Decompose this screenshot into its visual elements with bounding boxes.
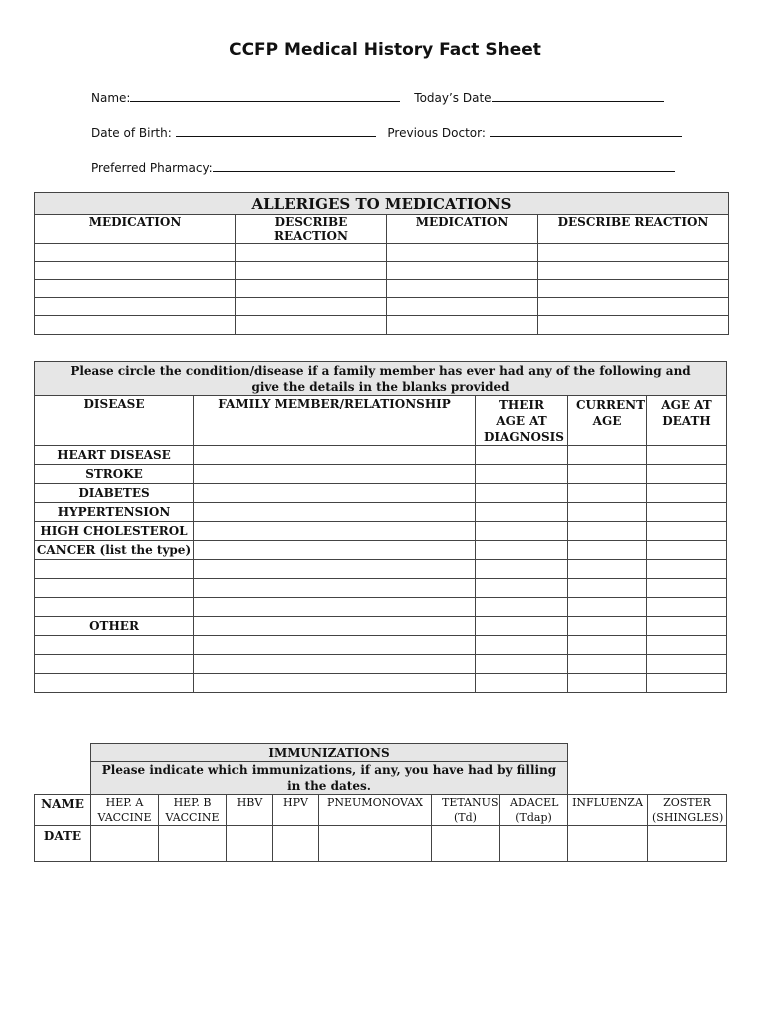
- immunizations-instruction: Please indicate which immunizations, if any, you have had by filling in the dates.: [91, 762, 568, 795]
- page-title: CCFP Medical History Fact Sheet: [229, 40, 541, 60]
- immunizations-title: IMMUNIZATIONS: [91, 744, 568, 762]
- row-label-name: NAME: [35, 795, 91, 826]
- family-history-cell[interactable]: [568, 579, 647, 598]
- allergies-title: ALLERIGES TO MEDICATIONS: [35, 193, 729, 215]
- disease-label: HYPERTENSION: [35, 503, 194, 522]
- family-history-cell[interactable]: [194, 446, 476, 465]
- vaccine-hpv: HPV: [273, 795, 319, 826]
- family-history-cell[interactable]: [476, 617, 568, 636]
- vaccine-zoster: ZOSTER (SHINGLES): [648, 795, 727, 826]
- disease-label: [35, 598, 194, 617]
- family-history-row: [35, 446, 727, 465]
- pharmacy-label: Preferred Pharmacy:: [91, 161, 213, 175]
- allergy-header-medication: MEDICATION: [387, 215, 538, 244]
- family-history-cell[interactable]: [647, 579, 727, 598]
- family-history-cell[interactable]: [194, 636, 476, 655]
- immunization-date-row: [35, 826, 727, 862]
- pharmacy-field-row: [91, 159, 675, 175]
- header-disease: DISEASE: [35, 396, 194, 446]
- family-history-cell[interactable]: [194, 465, 476, 484]
- family-history-cell[interactable]: [647, 560, 727, 579]
- allergy-row: [35, 298, 729, 316]
- vaccine-hep-b: HEP. B VACCINE: [159, 795, 227, 826]
- family-history-cell[interactable]: [194, 598, 476, 617]
- family-history-cell[interactable]: [647, 674, 727, 693]
- family-history-cell[interactable]: [194, 655, 476, 674]
- disease-label: HIGH CHOLESTEROL: [35, 522, 194, 541]
- allergy-row: [35, 244, 729, 262]
- family-history-cell[interactable]: [476, 484, 568, 503]
- family-history-cell[interactable]: [194, 674, 476, 693]
- family-history-cell[interactable]: [568, 598, 647, 617]
- disease-label: OTHER: [35, 617, 194, 636]
- allergy-row: [35, 262, 729, 280]
- disease-label: [35, 636, 194, 655]
- family-history-cell[interactable]: [476, 560, 568, 579]
- disease-label: [35, 560, 194, 579]
- disease-label: [35, 579, 194, 598]
- family-history-cell[interactable]: [568, 541, 647, 560]
- row-label-date: DATE: [35, 826, 91, 862]
- family-history-cell[interactable]: [568, 655, 647, 674]
- family-history-cell[interactable]: [647, 484, 727, 503]
- header-current-age: CURRENT AGE: [568, 396, 647, 446]
- vaccine-adacel: ADACEL (Tdap): [500, 795, 568, 826]
- family-history-cell[interactable]: [647, 636, 727, 655]
- family-history-cell[interactable]: [568, 446, 647, 465]
- vaccine-pneumonovax: PNEUMONOVAX: [319, 795, 432, 826]
- family-history-row: [35, 541, 727, 560]
- family-history-cell[interactable]: [194, 579, 476, 598]
- family-history-row: [35, 579, 727, 598]
- family-history-table: [34, 361, 727, 693]
- family-history-cell[interactable]: [476, 503, 568, 522]
- family-history-row: [35, 674, 727, 693]
- disease-label: DIABETES: [35, 484, 194, 503]
- name-blank[interactable]: [130, 89, 400, 102]
- family-history-cell[interactable]: [568, 465, 647, 484]
- family-history-row: [35, 617, 727, 636]
- family-history-cell[interactable]: [647, 446, 727, 465]
- prev-doctor-label: Previous Doctor:: [387, 126, 486, 140]
- header-age-at-diagnosis: THEIR AGE AT DIAGNOSIS: [476, 396, 568, 446]
- header-age-at-death: AGE AT DEATH: [647, 396, 727, 446]
- family-instruction: Please circle the condition/disease if a family member has ever had any of the following and give the details in the blanks provided: [35, 362, 727, 396]
- disease-label: STROKE: [35, 465, 194, 484]
- family-history-cell[interactable]: [476, 522, 568, 541]
- pharmacy-blank[interactable]: [213, 159, 675, 172]
- family-history-cell[interactable]: [568, 522, 647, 541]
- family-history-cell[interactable]: [647, 617, 727, 636]
- immunizations-table: [34, 743, 727, 862]
- family-history-cell[interactable]: [568, 636, 647, 655]
- family-history-cell[interactable]: [194, 522, 476, 541]
- family-history-row: [35, 503, 727, 522]
- disease-label: CANCER (list the type): [35, 541, 194, 560]
- vaccine-hbv: HBV: [227, 795, 273, 826]
- disease-label: HEART DISEASE: [35, 446, 194, 465]
- family-history-cell[interactable]: [647, 598, 727, 617]
- allergy-header-reaction: DESCRIBE REACTION: [538, 215, 729, 244]
- family-history-cell[interactable]: [194, 484, 476, 503]
- allergy-row: [35, 280, 729, 298]
- vaccine-hep-a: HEP. A VACCINE: [91, 795, 159, 826]
- dob-label: Date of Birth:: [91, 126, 172, 140]
- allergy-header-reaction: DESCRIBE REACTION: [236, 215, 387, 244]
- family-history-cell[interactable]: [568, 560, 647, 579]
- family-history-cell[interactable]: [647, 465, 727, 484]
- family-history-row: [35, 655, 727, 674]
- header-family-member: FAMILY MEMBER/RELATIONSHIP: [194, 396, 476, 446]
- dob-blank[interactable]: [176, 124, 376, 137]
- family-history-cell[interactable]: [476, 674, 568, 693]
- allergy-header-medication: MEDICATION: [35, 215, 236, 244]
- vaccine-influenza: INFLUENZA: [568, 795, 648, 826]
- family-history-cell[interactable]: [194, 560, 476, 579]
- family-history-cell[interactable]: [194, 503, 476, 522]
- family-history-cell[interactable]: [194, 541, 476, 560]
- family-history-row: [35, 465, 727, 484]
- allergy-row: [35, 316, 729, 335]
- family-history-cell[interactable]: [476, 446, 568, 465]
- family-history-cell[interactable]: [476, 465, 568, 484]
- vaccine-tetanus: TETANUS (Td): [432, 795, 500, 826]
- prev-doctor-blank[interactable]: [490, 124, 682, 137]
- disease-label: [35, 655, 194, 674]
- family-history-cell[interactable]: [647, 503, 727, 522]
- family-history-cell[interactable]: [194, 617, 476, 636]
- family-history-cell[interactable]: [568, 674, 647, 693]
- family-history-cell[interactable]: [476, 598, 568, 617]
- family-history-cell[interactable]: [568, 503, 647, 522]
- family-history-cell[interactable]: [568, 617, 647, 636]
- family-history-cell[interactable]: [647, 541, 727, 560]
- family-history-cell[interactable]: [647, 655, 727, 674]
- name-label: Name:: [91, 91, 131, 105]
- todays-date-label: Today’s Date: [414, 91, 492, 105]
- allergies-table: [34, 192, 729, 335]
- family-history-row: [35, 522, 727, 541]
- family-history-row: [35, 484, 727, 503]
- todays-date-blank[interactable]: [492, 89, 664, 102]
- family-history-row: [35, 598, 727, 617]
- disease-label: [35, 674, 194, 693]
- family-history-cell[interactable]: [476, 655, 568, 674]
- family-history-cell[interactable]: [568, 484, 647, 503]
- family-history-cell[interactable]: [647, 522, 727, 541]
- family-history-cell[interactable]: [476, 579, 568, 598]
- family-history-row: [35, 636, 727, 655]
- family-history-row: [35, 560, 727, 579]
- name-field-row: [91, 89, 664, 105]
- family-history-cell[interactable]: [476, 636, 568, 655]
- family-history-cell[interactable]: [476, 541, 568, 560]
- dob-field-row: [91, 124, 682, 140]
